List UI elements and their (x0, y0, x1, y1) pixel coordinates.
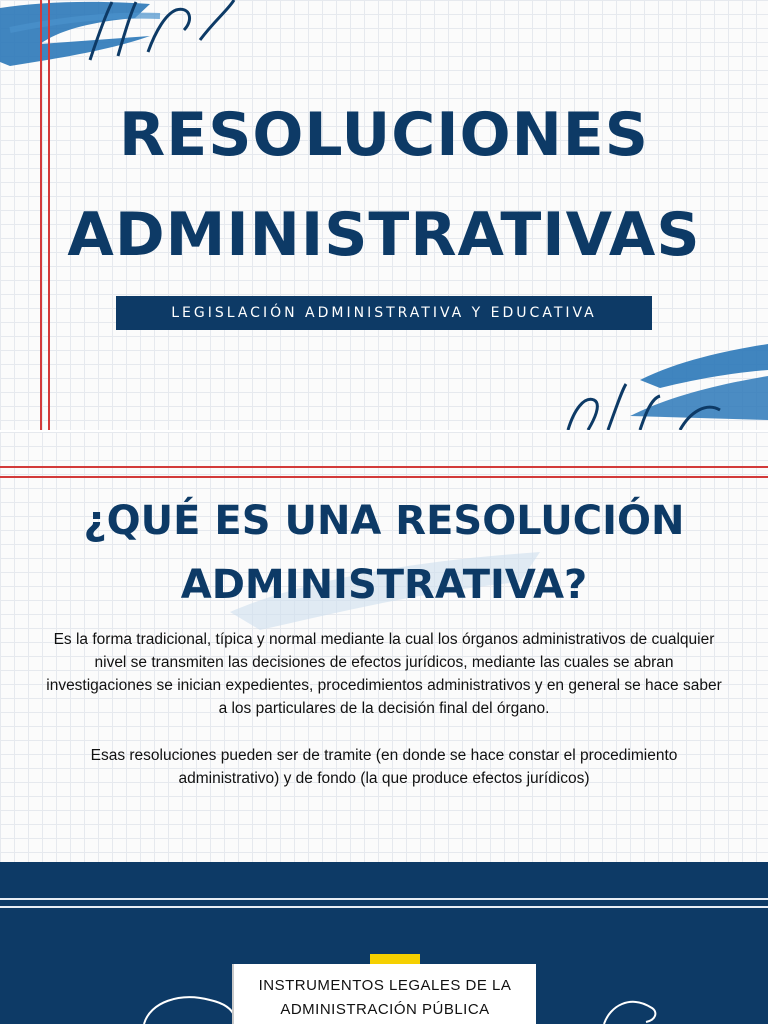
note-line-2: ADMINISTRACIÓN PÚBLICA (280, 1001, 490, 1018)
types-paragraph: Esas resoluciones pueden ser de tramite (en donde se hace constar el procedimiento administrativo) y de fondo (la que produce efectos jurídicos) (90, 747, 678, 787)
red-rule-top (0, 466, 768, 468)
doodle-right (600, 988, 660, 1024)
doodle-left (140, 982, 240, 1024)
brush-stroke-top-left (0, 0, 260, 80)
instruments-slide (0, 862, 768, 1024)
section-heading-line-2: ADMINISTRATIVA? (180, 562, 588, 608)
white-rule-top (0, 898, 768, 900)
section-heading-line-1: ¿QUÉ ES UNA RESOLUCIÓN (83, 498, 685, 544)
note-line-1: INSTRUMENTOS LEGALES DE LA (258, 977, 512, 994)
subtitle-banner: LEGISLACIÓN ADMINISTRATIVA Y EDUCATIVA (116, 296, 652, 330)
note-card (232, 964, 536, 1024)
brush-stroke-bottom-right (560, 340, 768, 430)
definition-slide (0, 432, 768, 862)
white-rule-bottom (0, 906, 768, 908)
definition-paragraph: Es la forma tradicional, típica y normal mediante la cual los órganos administrativos de cualquier nivel se transmiten las decisiones de efectos jurídicos, mediante las cuales se abran investigaciones se inician expedientes, procedimientos administrativos y en general se hace saber a los particulares de la decisión final del órgano. (46, 631, 722, 717)
title-line-1: RESOLUCIONES (119, 100, 649, 170)
red-rule-bottom (0, 476, 768, 478)
title-line-2: ADMINISTRATIVAS (67, 200, 701, 270)
cover-slide (0, 0, 768, 430)
